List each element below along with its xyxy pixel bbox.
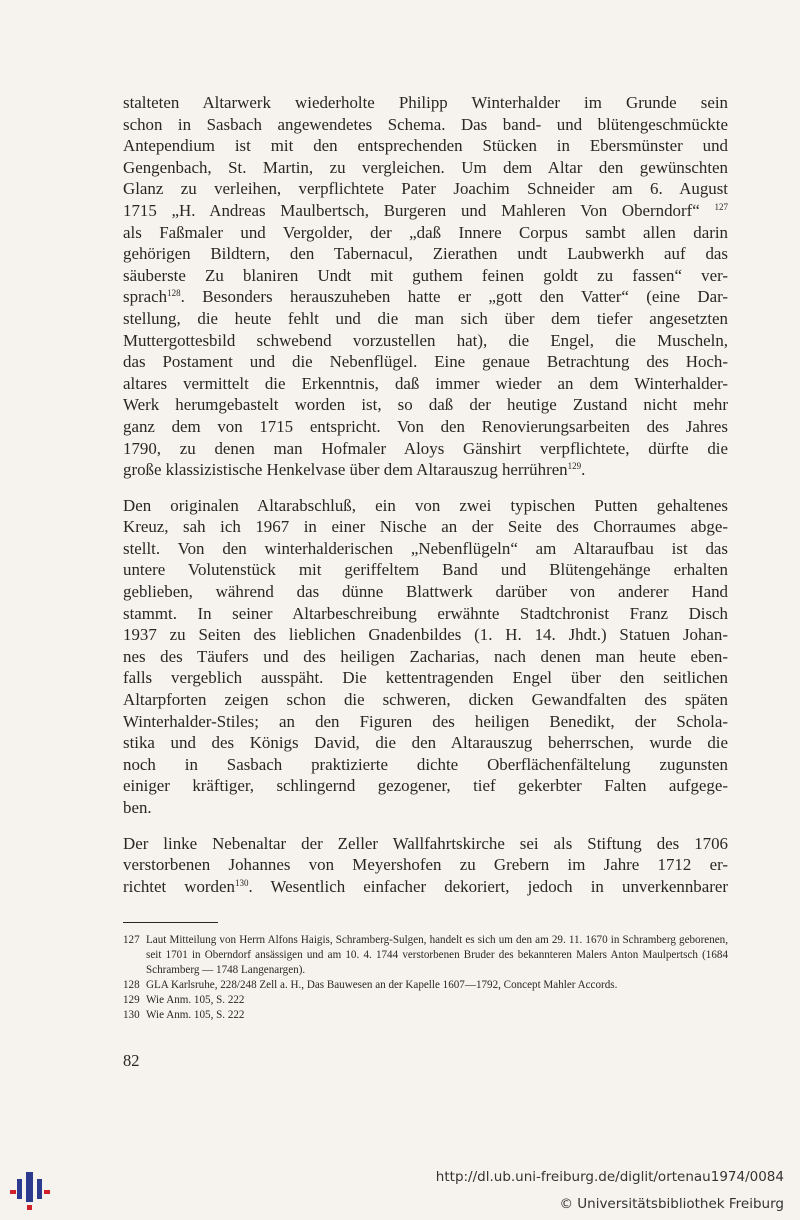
text-line: als Faßmaler und Vergolder, der „daß Innere Corpus sambt allen darin bbox=[123, 222, 728, 242]
ub-freiburg-logo-icon bbox=[10, 1170, 50, 1210]
text-line: säuberste Zu blaniren Undt mit guthem feinen goldt zu fassen“ ver- bbox=[123, 265, 728, 285]
text-line: Der linke Nebenaltar der Zeller Wallfahrtskirche sei als Stiftung des 1706 bbox=[123, 833, 728, 853]
text-line: stika und des Königs David, die den Altarauszug beherrschen, wurde die bbox=[123, 733, 728, 753]
text-line: sprach$^{128}$. Besonders herauszuheben hatte er „gott den Vatter“ (eine Dar- bbox=[123, 287, 728, 307]
footnote-129 bbox=[123, 993, 728, 1008]
text-line: stalteten Altarwerk wiederholte Philipp Winterhalder im Grunde sein bbox=[123, 93, 728, 112]
footnote-number: 130 bbox=[123, 1009, 140, 1021]
footnote-divider bbox=[123, 922, 218, 923]
text-line: Antependium ist mit den entsprechenden Stücken in Ebersmünster und bbox=[123, 136, 728, 156]
text-line: Werk herumgebastelt worden ist, so daß der heutige Zustand nicht mehr bbox=[123, 395, 728, 415]
text-line: richtet worden$^{130}$. Wesentlich einfacher dekoriert, jedoch in unverkennbarer bbox=[123, 876, 728, 896]
text-line: das Postament und die Nebenflügel. Eine genaue Betrachtung des Hoch- bbox=[123, 352, 728, 372]
text-line: Muttergottesbild schwebend vorzustellen hat), die Engel, die Muscheln, bbox=[123, 330, 728, 350]
text-line: nes des Täufers und des heiligen Zacharias, nach denen man heute eben- bbox=[123, 646, 728, 666]
text-line: stammt. In seiner Altarbeschreibung erwähnte Stadtchronist Franz Disch bbox=[123, 603, 728, 623]
text-line: Gengenbach, St. Martin, zu vergleichen. Um dem Altar den gewünschten bbox=[123, 157, 728, 177]
footnote-text: Wie Anm. 105, S. 222 bbox=[146, 1009, 245, 1021]
text-line: geblieben, während das dünne Blattwerk darüber von anderer Hand bbox=[123, 582, 728, 602]
footnotes bbox=[123, 933, 728, 1023]
footnote-text: Laut Mitteilung von Herrn Alfons Haigis, Schramberg-Sulgen, handelt es sich um den am 29. 11. 1670 in Schramberg geborenen, seit 1701 in Oberndorf ansässigen und am 10. 4. 1744 verstorbenen Bruder des bekannteren Malers Anton Maulpertsch (1684 Schramberg — 1748 Langenargen). bbox=[146, 934, 728, 976]
text-line: 1790, zu denen man Hofmaler Aloys Gänshirt verpflichtete, dürfte die bbox=[123, 438, 728, 458]
source-url-link[interactable]: http://dl.ub.uni-freiburg.de/diglit/ortenau1974/0084 bbox=[435, 1169, 784, 1185]
paragraph-3 bbox=[123, 833, 728, 898]
text-line: untere Volutenstück mit geriffeltem Band und Blütengehänge erhalten bbox=[123, 560, 728, 580]
text-line: stellt. Von den winterhalderischen „Nebenflügeln“ am Altaraufbau ist das bbox=[123, 538, 728, 558]
text-line: stellung, die heute fehlt und die man sich über dem tiefer angesetzten bbox=[123, 308, 728, 328]
paragraph-1 bbox=[123, 92, 728, 481]
footnote-text: Wie Anm. 105, S. 222 bbox=[146, 994, 245, 1006]
page-number: 82 bbox=[123, 1051, 140, 1070]
paragraph-2 bbox=[123, 495, 728, 819]
text-line: Den originalen Altarabschluß, ein von zwei typischen Putten gehaltenes bbox=[123, 495, 728, 515]
text-line: Glanz zu verleihen, verpflichtete Pater Joachim Schneider am 6. August bbox=[123, 179, 728, 199]
footnote-ref-129: 129 bbox=[567, 461, 582, 472]
text-line: schon in Sasbach angewendetes Schema. Das band- und blütengeschmückte bbox=[123, 114, 728, 134]
text-line: einiger kräftiger, schlingernd gezogener, tief gekerbter Falten aufgege- bbox=[123, 776, 728, 796]
text-line: Altarpforten zeigen schon die schweren, dicken Gewandfalten des späten bbox=[123, 690, 728, 710]
text-line: ben. bbox=[123, 798, 152, 817]
text-line: Kreuz, sah ich 1967 in einer Nische an der Seite des Chorraumes abge- bbox=[123, 517, 728, 537]
text-line: gehörigen Bildtern, den Tabernacul, Zierathen undt Laubwerkh auf das bbox=[123, 244, 728, 264]
text-line: große klassizistische Henkelvase über dem Altarauszug herrühren$^{129}$. bbox=[123, 460, 586, 480]
text-line: Winterhalder-Stiles; an den Figuren des heiligen Benedikt, der Schola- bbox=[123, 711, 728, 731]
text-line: ganz dem von 1715 entspricht. Von den Renovierungsarbeiten des Jahres bbox=[123, 416, 728, 436]
text-line: 1715 „H. Andreas Maulbertsch, Burgeren und Mahleren Von Oberndorf“ $^{127}$ bbox=[123, 200, 728, 220]
footnote-number: 127 bbox=[123, 934, 140, 946]
copyright-notice: © Universitätsbibliothek Freiburg bbox=[559, 1196, 784, 1212]
footnote-text: GLA Karlsruhe, 228/248 Zell a. H., Das Bauwesen an der Kapelle 1607—1792, Concept Mahler Accords. bbox=[146, 979, 618, 991]
text-line: falls vergeblich ausspäht. Die kettentragenden Engel über den seitlichen bbox=[123, 668, 728, 688]
text-line: 1937 zu Seiten des lieblichen Gnadenbildes (1. H. 14. Jhdt.) Statuen Johan- bbox=[123, 625, 728, 645]
body-text bbox=[123, 92, 728, 897]
footnote-number: 129 bbox=[123, 994, 140, 1006]
footnote-ref-128: 128 bbox=[167, 288, 181, 299]
footnote-ref-127: 127 bbox=[714, 201, 728, 212]
footnote-128 bbox=[123, 978, 728, 993]
text-line: noch in Sasbach praktizierte dichte Oberflächenfältelung zugunsten bbox=[123, 754, 728, 774]
text-line: verstorbenen Johannes von Meyershofen zu Grebern im Jahre 1712 er- bbox=[123, 855, 728, 875]
footnote-number: 128 bbox=[123, 979, 140, 991]
footnote-127 bbox=[123, 933, 728, 978]
text-line: altares vermittelt die Erkenntnis, daß immer wieder an dem Winterhalder- bbox=[123, 373, 728, 393]
footnote-130 bbox=[123, 1008, 728, 1023]
footnote-ref-130: 130 bbox=[234, 877, 249, 888]
